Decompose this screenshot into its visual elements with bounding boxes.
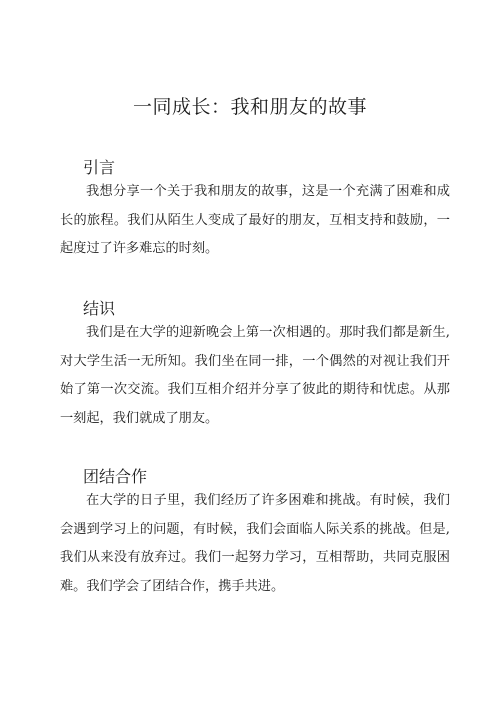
document-title: 一同成长：我和朋友的故事: [132, 96, 367, 118]
section-heading-meeting: 结识: [83, 299, 116, 318]
section-paragraph-meeting: 我们是在大学的迎新晚会上第一次相遇的。那时我们都是新生,对大学生活一无所知。我们坐在同一排，一个偶然的对视让我们开始了第一次交流。我们互相介绍并分享了彼此的期待和忧虑。从那一刻起，我们就成了朋友。: [60, 325, 450, 426]
section-paragraph-teamwork: 在大学的日子里，我们经历了许多困难和挑战。有时候，我们会遇到学习上的问题，有时候，我们会面临人际关系的挑战。但是,我们从来没有放弃过。我们一起努力学习，互相帮助，共同克服困难。我们学会了团结合作，携手共进。: [60, 493, 450, 594]
section-heading-teamwork: 团结合作: [83, 467, 148, 486]
section-paragraph-intro: 我想分享一个关于我和朋友的故事，这是一个充满了困难和成长的旅程。我们从陌生人变成了最好的朋友，互相支持和鼓励，一起度过了许多难忘的时刻。: [60, 184, 450, 256]
section-heading-intro: 引言: [83, 158, 116, 177]
